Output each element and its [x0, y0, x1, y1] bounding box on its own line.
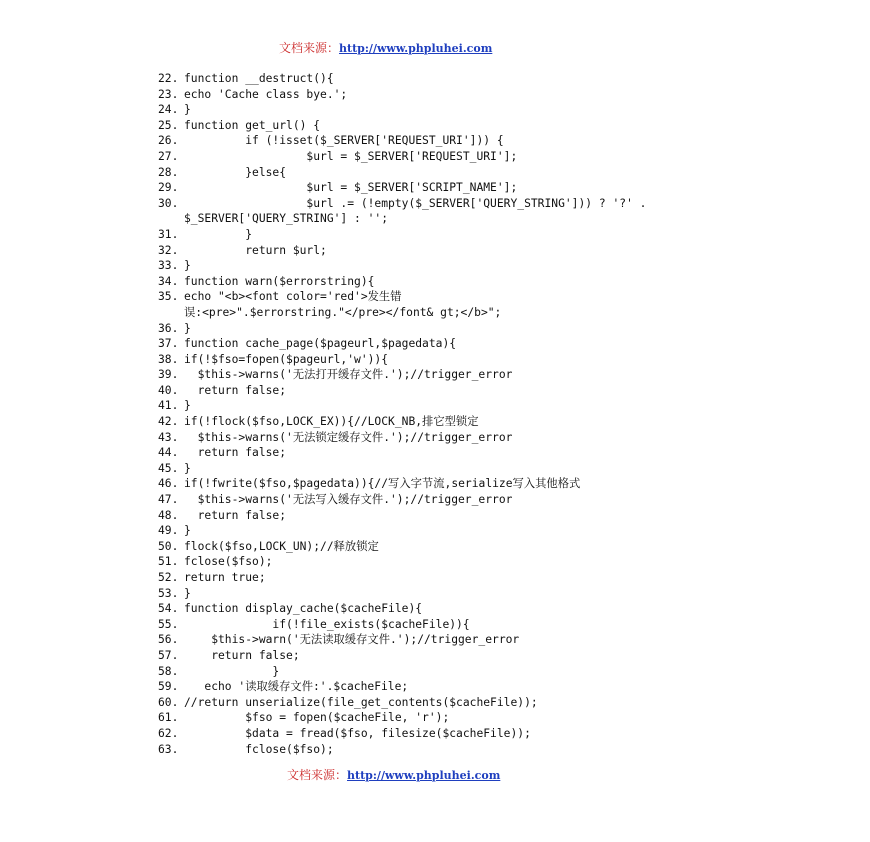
line-number: 31. [158, 227, 179, 241]
code-line [158, 648, 758, 664]
line-number: 37. [158, 337, 179, 351]
line-text: $url = $_SERVER['REQUEST_URI']; [184, 149, 518, 163]
line-text: return true; [184, 571, 266, 584]
code-line [158, 726, 758, 742]
line-number: 23. [158, 87, 179, 101]
code-line [158, 430, 758, 446]
line-number: 58. [158, 664, 179, 678]
line-number: 47. [158, 493, 179, 507]
line-number: 45. [158, 461, 179, 475]
line-number: 43. [158, 430, 179, 444]
code-line [158, 695, 758, 711]
line-text: function get_url() { [184, 118, 321, 132]
line-number: 57. [158, 648, 179, 662]
code-listing [158, 71, 758, 757]
line-number: 30. [158, 196, 179, 210]
code-line [158, 679, 758, 695]
code-line [158, 180, 758, 196]
line-text: } [184, 399, 191, 413]
code-line [158, 398, 758, 414]
code-line [158, 196, 758, 212]
line-number: 25. [158, 118, 179, 132]
line-text: if (!isset($_SERVER['REQUEST_URI'])) { [184, 134, 504, 148]
line-number: 27. [158, 149, 179, 163]
line-number: 48. [158, 508, 179, 522]
line-text: function __destruct(){ [184, 72, 334, 85]
code-line [158, 227, 758, 243]
line-text: } [184, 664, 280, 678]
line-number: 28. [158, 165, 179, 179]
code-line [158, 461, 758, 477]
code-line [158, 352, 758, 368]
line-text: $fso = fopen($cacheFile, 'r'); [184, 711, 450, 725]
line-number: 24. [158, 103, 179, 117]
line-number: 50. [158, 539, 179, 553]
line-text: } [184, 461, 191, 475]
line-number: 49. [158, 524, 179, 538]
line-number: 33. [158, 259, 179, 273]
line-text: fclose($fso); [184, 555, 273, 569]
line-number: 38. [158, 352, 179, 366]
line-text: echo '读取缓存文件:'.$cacheFile; [184, 680, 409, 694]
line-text: } [184, 259, 191, 273]
line-text: $url .= (!empty($_SERVER['QUERY_STRING'])) ? '?' . [184, 196, 647, 210]
line-text: if(!file_exists($cacheFile)){ [184, 617, 470, 631]
line-text: return false; [184, 508, 287, 522]
code-line [158, 664, 758, 680]
line-text: } [184, 103, 191, 117]
code-line [158, 601, 758, 617]
header-source-link[interactable]: http://www.phpluhei.com [339, 42, 493, 55]
line-text: $this->warns('无法写入缓存文件.');//trigger_error [184, 493, 513, 507]
line-number: 60. [158, 695, 179, 709]
line-number: 26. [158, 134, 179, 148]
line-number: 51. [158, 555, 179, 569]
line-number: 44. [158, 446, 179, 460]
line-number [158, 211, 184, 227]
code-line [158, 383, 758, 399]
line-text: //return unserialize(file_get_contents($cacheFile)); [184, 695, 538, 709]
line-text: return $url; [184, 243, 327, 257]
line-number: 56. [158, 633, 179, 647]
header-source-line [279, 39, 492, 56]
line-number: 41. [158, 399, 179, 413]
line-number: 59. [158, 680, 179, 694]
code-line [158, 508, 758, 524]
line-text: $_SERVER['QUERY_STRING'] : ''; [184, 212, 389, 226]
code-line [158, 102, 758, 118]
line-number: 34. [158, 274, 179, 288]
line-text: function display_cache($cacheFile){ [184, 602, 423, 616]
code-line [158, 710, 758, 726]
code-line [158, 211, 758, 227]
footer-source-label: 文档来源： [287, 768, 348, 782]
line-number: 32. [158, 243, 179, 257]
line-text: $this->warns('无法锁定缓存文件.');//trigger_error [184, 430, 513, 444]
line-text: if(!$fso=fopen($pageurl,'w')){ [184, 352, 389, 366]
code-line [158, 632, 758, 648]
code-line [158, 414, 758, 430]
line-text: function warn($errorstring){ [184, 274, 375, 288]
code-line [158, 149, 758, 165]
line-text: function cache_page($pageurl,$pagedata){ [184, 337, 457, 351]
line-text: }else{ [184, 165, 287, 179]
code-line [158, 476, 758, 492]
line-number: 29. [158, 181, 179, 195]
code-line [158, 243, 758, 259]
code-line [158, 445, 758, 461]
line-text: echo 'Cache class bye.'; [184, 87, 348, 101]
line-text: $data = fread($fso, filesize($cacheFile)); [184, 726, 531, 740]
code-line [158, 523, 758, 539]
line-number: 35. [158, 290, 179, 304]
line-number: 55. [158, 617, 179, 631]
code-line [158, 570, 758, 586]
line-text: $this->warn('无法读取缓存文件.');//trigger_error [184, 633, 520, 647]
line-text: if(!flock($fso,LOCK_EX)){//LOCK_NB,排它型锁定 [184, 415, 479, 429]
line-number: 46. [158, 477, 179, 491]
code-line [158, 258, 758, 274]
footer-source-line [287, 766, 500, 783]
code-line [158, 617, 758, 633]
code-line [158, 305, 758, 321]
header-source-label: 文档来源： [279, 41, 340, 55]
line-number: 52. [158, 571, 179, 584]
line-text: return false; [184, 648, 300, 662]
code-line [158, 367, 758, 383]
code-line [158, 87, 758, 103]
line-number: 42. [158, 415, 179, 429]
line-number [158, 305, 184, 321]
footer-source-link[interactable]: http://www.phpluhei.com [347, 769, 501, 782]
code-line [158, 336, 758, 352]
line-text: 误:<pre>".$errorstring."</pre></font& gt;</b>"; [184, 305, 502, 319]
code-line [158, 554, 758, 570]
line-number: 39. [158, 368, 179, 382]
line-text: } [184, 227, 253, 241]
line-text: } [184, 321, 191, 335]
line-number: 54. [158, 602, 179, 616]
code-line [158, 118, 758, 134]
line-number: 62. [158, 726, 179, 740]
code-line [158, 133, 758, 149]
code-line [158, 586, 758, 602]
line-text: echo "<b><font color='red'>发生错 [184, 290, 402, 304]
line-number: 61. [158, 711, 179, 725]
line-text: return false; [184, 383, 287, 397]
code-line [158, 165, 758, 181]
line-number: 36. [158, 321, 179, 335]
line-text: } [184, 524, 191, 538]
code-line [158, 321, 758, 337]
line-number: 22. [158, 72, 179, 85]
code-line [158, 289, 758, 305]
code-line [158, 742, 758, 758]
code-line [158, 492, 758, 508]
line-text: } [184, 586, 191, 600]
line-text: fclose($fso); [184, 742, 334, 756]
line-number: 63. [158, 742, 179, 756]
line-number: 40. [158, 383, 179, 397]
code-line [158, 274, 758, 290]
line-text: $url = $_SERVER['SCRIPT_NAME']; [184, 181, 518, 195]
line-text: if(!fwrite($fso,$pagedata)){//写入字节流,serialize写入其他格式 [184, 477, 581, 491]
code-line [158, 539, 758, 555]
line-text: $this->warns('无法打开缓存文件.');//trigger_error [184, 368, 513, 382]
code-line [158, 71, 758, 87]
line-text: flock($fso,LOCK_UN);//释放锁定 [184, 539, 379, 553]
line-number: 53. [158, 586, 179, 600]
line-text: return false; [184, 446, 287, 460]
